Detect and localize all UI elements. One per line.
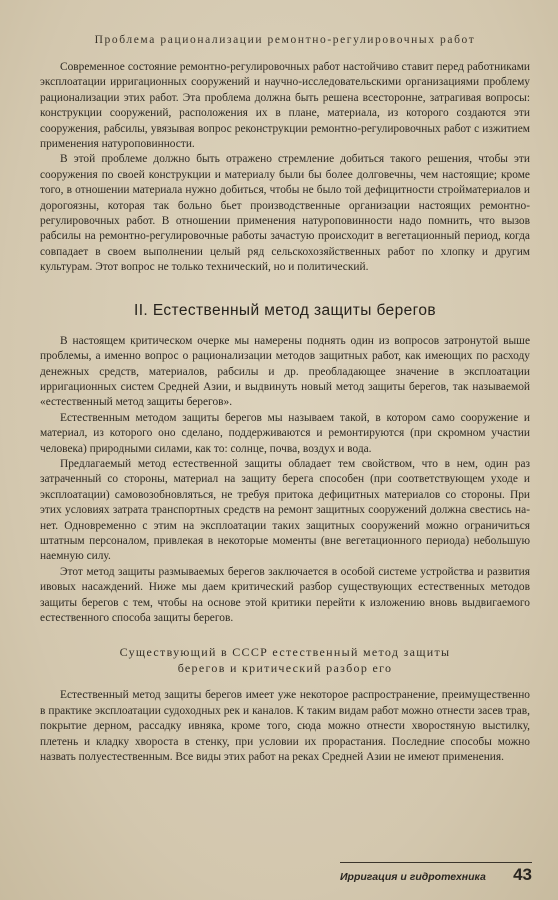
section-heading: II. Естественный метод защиты берегов [134,301,436,319]
page-content [40,34,530,765]
sub-heading-line: Существующий в СССР естественный метод защиты [119,645,451,660]
paragraph: В настоящем критическом очерке мы намерены поднять один из вопросов затронутой выше проблемы, а именно вопрос о рационализации методов защитных работ, как имеющих по расходу денежных средств, материалов, рабсилы и др. преобладающее значение в эксплоатации ирригационных систем Средней Азии, и выдвинуть новый метод защиты берегов, так называемой «естественный метод защиты берегов». [40,334,530,409]
paragraph: Предлагаемый метод естественной защиты обладает тем свойством, что в нем, один раз затраченный со стороны, материал на защиту берега способен (при соответствующем уходе и эксплоатации) самовозобновляться, не требуя притока дефицитных материалов со стороны. При этих условиях затрата транспортных средств на ремонт защитных сооружений должна свестись на-нет. Одновременно с этим на эксплоатации таких защитных сооружений можно ограничиться штатным персоналом, привлекая в некоторые моменты (вне вегетационного периода) небольшую наемную силу. [40,457,530,563]
paragraph: В этой проблеме должно быть отражено стремление добиться такого решения, чтобы эти сооружения по своей конструкции и материалу были бы более долговечны, чем настоящие; кроме того, в отношении материала нужно добиться, чтобы не было той дефицитности стройматериалов и дорогоязны, которая так больно бьет производственные организации настоящих ремонтно-регулировочных работ. В отношении применения натуроповинности надо помнить, что вызов рабсилы на ремонтно-регулировочные работы зачастую происходит в вегетационный период, когда совпадает в своем выполнении целый ряд сельскохозяйственных работ по хлопку и другим культурам. Этот вопрос не только технический, но и политический. [40,153,530,274]
subsection-heading-existing-method [40,644,530,676]
sub-heading-line: берегов и критический разбор его [177,661,393,676]
journal-title: Ирригация и гидротехника [340,871,486,883]
page-number: 43 [513,865,532,884]
subsection-heading-rationalization: Проблема рационализации ремонтно-регулировочных работ [94,34,476,46]
paragraph: Этот метод защиты размываемых берегов заключается в особой системе устройства и развития ивовых насаждений. Ниже мы даем критический разбор существующих естественных методов защиты берегов с тем, чтобы на основе этой критики перейти к изложению вновь выдвигаемого естественного способа защиты берегов. [40,565,530,624]
page-footer [340,862,532,885]
paragraph: Естественным методом защиты берегов мы называем такой, в котором само сооружение и материал, из которого оно сделано, поддерживаются и ремонтируются (при скромном участии человека) природными силами, как то: солнце, почва, воздух и вода. [40,411,530,455]
paragraph: Современное состояние ремонтно-регулировочных работ настойчиво ставит перед работниками эксплоатации ирригационных сооружений и научно-исследовательскими организациями проблему рационализации этих работ. Эта проблема должна быть решена всесторонне, затрагивая вопросы: конструкции сооружений, расположения их в плане, материала, из которого создаются эти сооружения, рабсилы, увязывая вопрос реконструкции ремонтно-регулировочных работ с изжитием применения натуроповинности. [40,61,530,151]
paragraph: Естественный метод защиты берегов имеет уже некоторое распространение, преимущественно в практике эксплоатации судоходных рек и каналов. К таким видам работ можно отнести засев трав, покрытие дерном, рассадку ивняка, кроме того, сюда можно отнести хворостяную выстилку, плетень и кладку хворостa в стенку, при условии их прорастания. Последние способы можно назвать полуестественным. Все виды этих работ на реках Средней Азии не имеют применения. [40,689,530,764]
